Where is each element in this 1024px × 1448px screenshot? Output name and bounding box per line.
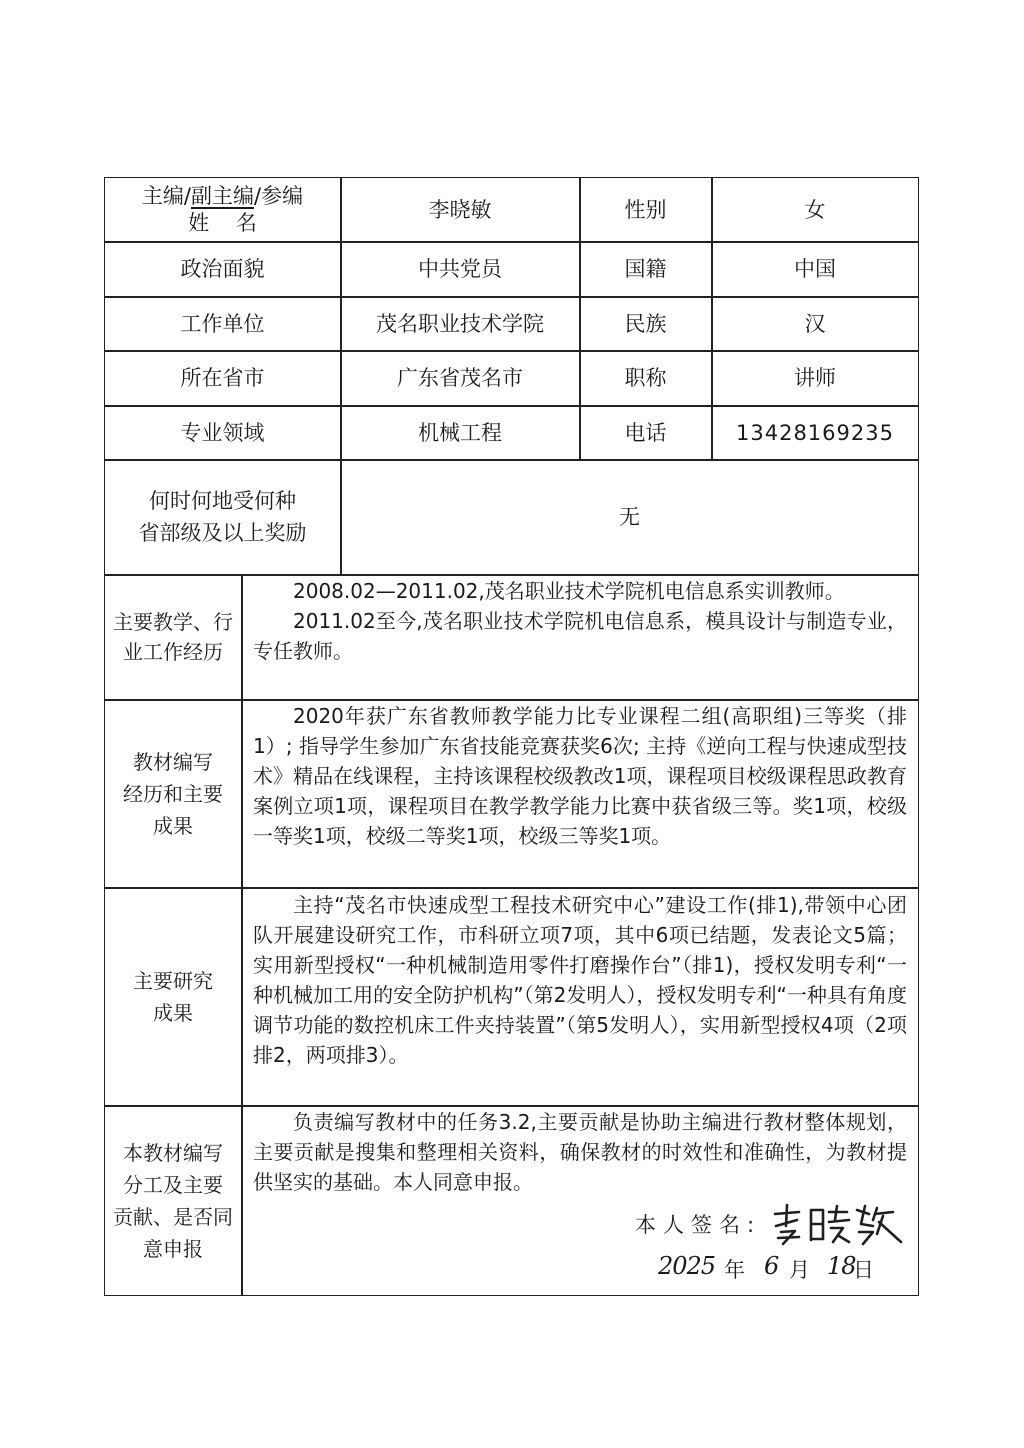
textbook-paragraph: 2020年获广东省教师教学能力比专业课程二组(高职组)三等奖（排1）; 指导学生参加广东省技能竞赛获奖6次; 主持《逆向工程与快速成型技术》精品在线课程，主持该课程校级教改1项，课程项目校级课程思政教育案例立项1项，课程项目在教学教学能力比赛中获省级三等。奖1项，校级一等奖1项，校级二等奖1项，校级三等奖1项。 bbox=[253, 704, 907, 848]
column-divider bbox=[241, 574, 243, 1295]
experience-paragraph: 2011.02至今,茂名职业技术学院机电信息系，模具设计与制造专业，专任教师。 bbox=[253, 609, 907, 663]
division-label-line: 意申报 bbox=[143, 1236, 203, 1261]
division-label-line: 分工及主要 bbox=[123, 1172, 223, 1197]
experience-label-line: 主要教学、行 bbox=[113, 610, 233, 634]
province-city-value: 广东省茂名市 bbox=[397, 366, 523, 390]
specialty-label: 专业领域 bbox=[180, 420, 265, 445]
political-status-value: 中共党员 bbox=[418, 257, 502, 281]
application-form-table bbox=[104, 177, 919, 1296]
nationality-label: 国籍 bbox=[624, 257, 667, 281]
specialty-value: 机械工程 bbox=[418, 420, 502, 445]
date-month: 6 bbox=[764, 1252, 780, 1280]
province-city-label: 所在省市 bbox=[180, 366, 265, 390]
date-month-char: 月 bbox=[789, 1258, 810, 1282]
awards-label bbox=[105, 460, 340, 574]
title-value: 讲师 bbox=[794, 366, 836, 390]
experience-label-line: 业工作经历 bbox=[123, 640, 223, 664]
gender-value: 女 bbox=[804, 197, 826, 222]
gender-label: 性别 bbox=[624, 197, 667, 222]
research-text bbox=[253, 890, 907, 1070]
experience-label bbox=[105, 575, 241, 699]
textbook-label-line: 教材编写 bbox=[133, 749, 213, 774]
phone-value: 13428169235 bbox=[736, 420, 894, 445]
name-label: 姓 名 bbox=[188, 210, 257, 235]
division-label bbox=[105, 1106, 241, 1295]
ethnicity-label: 民族 bbox=[624, 311, 667, 336]
awards-label-line: 省部级及以上奖励 bbox=[138, 521, 307, 545]
date-day-char: 日 bbox=[853, 1258, 874, 1282]
political-status-label: 政治面貌 bbox=[180, 257, 265, 281]
editor-role-line: 主编/副主编/参编 bbox=[141, 183, 304, 208]
research-label-line: 成果 bbox=[153, 1000, 193, 1025]
research-label bbox=[105, 888, 241, 1105]
work-unit-value: 茂名职业技术学院 bbox=[376, 311, 544, 336]
experience-paragraph: 2008.02—2011.02,茂名职业技术学院机电信息系实训教师。 bbox=[293, 579, 845, 603]
title-label: 职称 bbox=[624, 366, 667, 390]
ethnicity-value: 汉 bbox=[804, 311, 826, 336]
awards-value: 无 bbox=[619, 505, 640, 529]
textbook-label bbox=[105, 700, 241, 887]
date-year: 2025 bbox=[658, 1252, 716, 1280]
research-label-line: 主要研究 bbox=[133, 968, 213, 993]
name-value: 李晓敏 bbox=[428, 197, 492, 222]
handwritten-signature bbox=[769, 1202, 909, 1246]
date-year-char: 年 bbox=[724, 1258, 745, 1282]
textbook-label-line: 成果 bbox=[153, 813, 193, 838]
phone-label: 电话 bbox=[624, 420, 667, 445]
division-label-line: 本教材编写 bbox=[123, 1140, 223, 1165]
experience-text bbox=[253, 576, 907, 666]
division-label-line: 贡献、是否同 bbox=[113, 1204, 233, 1229]
date-day: 18 bbox=[827, 1252, 856, 1280]
division-text bbox=[253, 1107, 907, 1197]
signature-label: 本人签名: bbox=[635, 1213, 762, 1237]
division-paragraph: 负责编写教材中的任务3.2,主要贡献是协助主编进行教材整体规划，主要贡献是搜集和整理相关资料，确保教材的时效性和准确性，为教材提供坚实的基础。本人同意申报。 bbox=[253, 1110, 907, 1194]
textbook-text bbox=[253, 701, 907, 851]
awards-label-line: 何时何地受何种 bbox=[149, 489, 296, 513]
nationality-value: 中国 bbox=[794, 257, 836, 281]
editor-role-name-label bbox=[105, 178, 340, 241]
work-unit-label: 工作单位 bbox=[180, 311, 265, 336]
textbook-label-line: 经历和主要 bbox=[123, 781, 223, 806]
research-paragraph: 主持“茂名市快速成型工程技术研究中心”建设工作(排1),带领中心团队开展建设研究工作，市科研立项7项，其中6项已结题，发表论文5篇；实用新型授权“一种机械制造用零件打磨操作台”（排1)，授权发明专利“一种机械加工用的安全防护机构”（第2发明人），授权发明专利“一种具有角度调节功能的数控机床工件夹持装置”（第5发明人），实用新型授权4项（2项排2，两项排3）。 bbox=[253, 893, 907, 1067]
